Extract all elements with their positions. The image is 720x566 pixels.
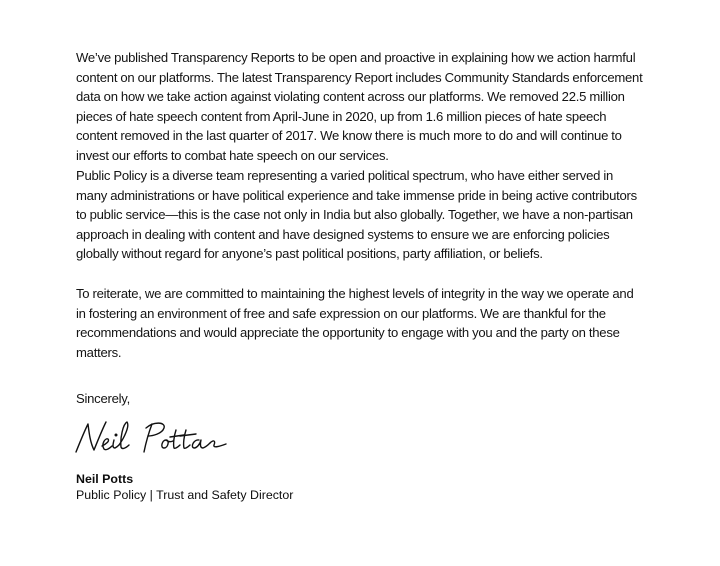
handwritten-signature bbox=[72, 418, 232, 458]
letter-paragraph-transparency: We’ve published Transparency Reports to be open and proactive in explaining how we action harmful content on our platforms. The latest Transparency Report includes Community Standards enforcement data on how we take action against violating content across our platforms. We removed 22.5 million pieces of hate speech content from April-June in 2020, up from 1.6 million pieces of hate speech content removed in the last quarter of 2017. We know there is much more to do and will continue to invest our efforts to combat hate speech on our services. bbox=[76, 50, 643, 163]
letter-closing: Sincerely, bbox=[76, 391, 131, 406]
signer-title: Public Policy | Trust and Safety Director bbox=[76, 488, 294, 502]
letter-paragraph-public-policy: Public Policy is a diverse team representing a varied political spectrum, who have either served in many administrations or have political experience and take immense pride in being active contributors to public service—this is the case not only in India but also globally. Together, we have a non-partisan approach in dealing with content and have designed systems to ensure we are enforcing policies globally without regard for anyone’s past political positions, party affiliation, or beliefs. bbox=[76, 168, 637, 262]
signature-icon bbox=[72, 418, 232, 458]
signer-name: Neil Potts bbox=[76, 472, 134, 486]
letter-paragraph-reiterate: To reiterate, we are committed to maintaining the highest levels of integrity in the way we operate and in fostering an environment of free and safe expression on our platforms. We are thankful for the recommendations and would appreciate the opportunity to engage with you and the party on these matters. bbox=[76, 286, 634, 360]
